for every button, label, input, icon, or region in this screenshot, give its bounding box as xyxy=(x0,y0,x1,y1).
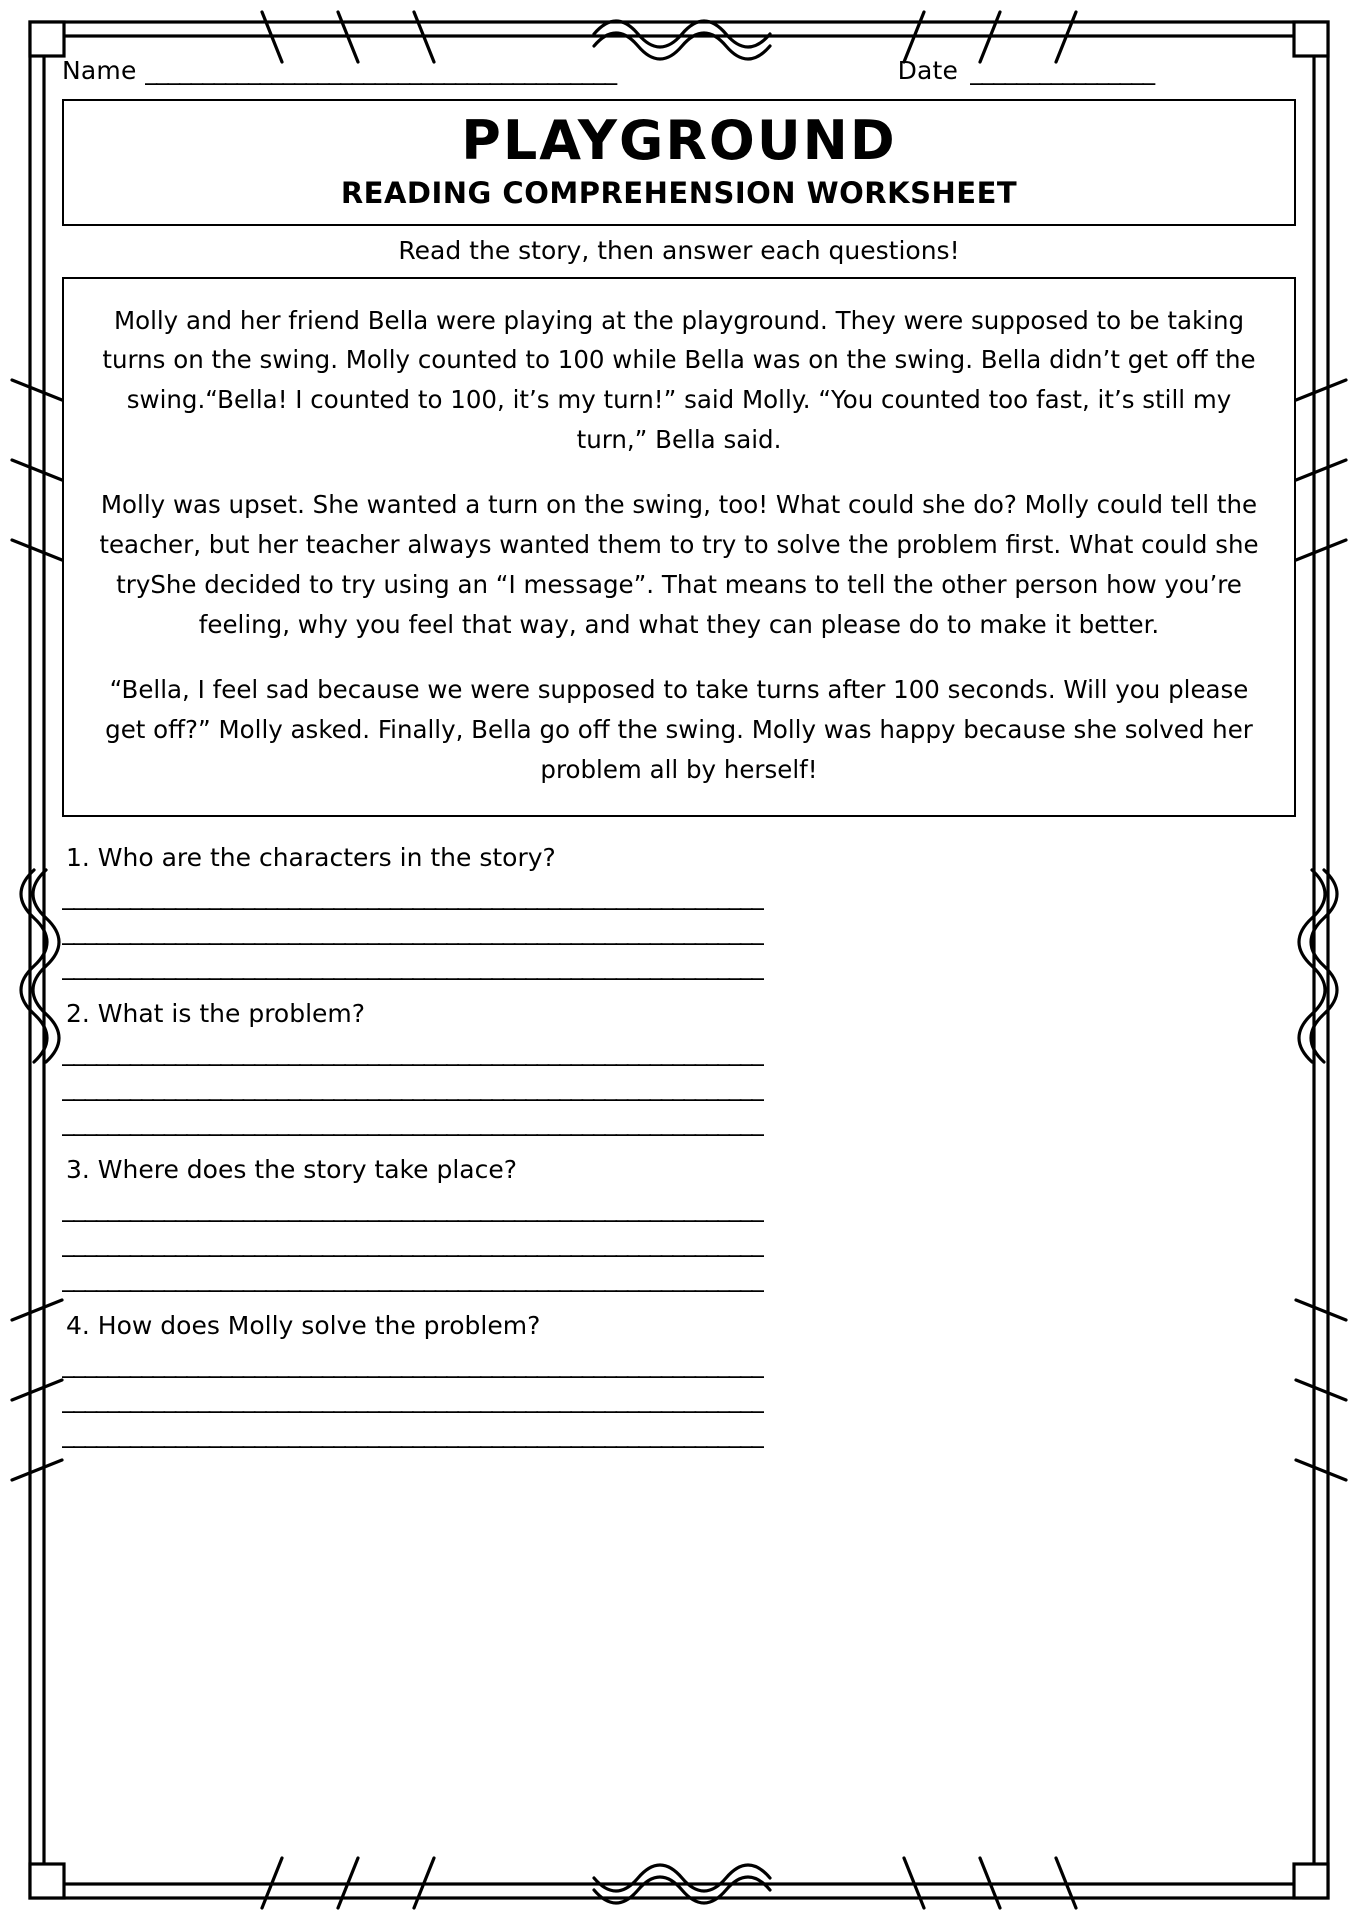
answer-line[interactable]: ______________________________________________________________ xyxy=(62,1228,763,1258)
answer-area[interactable] xyxy=(62,1346,1296,1451)
story-passage-box xyxy=(62,277,1296,818)
name-input-rule[interactable]: _________________________________________ xyxy=(144,56,617,85)
answer-line[interactable]: ______________________________________________________________ xyxy=(62,916,763,946)
story-paragraph: Molly and her friend Bella were playing at the playground. They were supposed to be taking turns on the swing. Molly counted to 100 while Bella was on the swing. Bella didn’t get off the swing.“Bella! I counted to 100, it’s my turn!” said Molly. “You counted too fast, it’s still my turn,” Bella said. xyxy=(102,305,1256,454)
answer-area[interactable] xyxy=(62,1034,1296,1139)
question-item xyxy=(62,1311,1296,1451)
page-subtitle: READING COMPREHENSION WORKSHEET xyxy=(340,175,1018,210)
questions-section xyxy=(62,843,1296,1451)
page-title: PLAYGROUND xyxy=(461,109,897,172)
question-text: 2. What is the problem? xyxy=(66,999,366,1029)
title-box xyxy=(62,99,1296,226)
date-input-rule[interactable]: ________________ xyxy=(970,56,1155,85)
answer-area[interactable] xyxy=(62,878,1296,983)
question-item xyxy=(62,999,1296,1139)
answer-line[interactable]: ______________________________________________________________ xyxy=(62,1072,763,1102)
answer-area[interactable] xyxy=(62,1190,1296,1295)
name-date-row xyxy=(62,56,1296,85)
question-text: 1. Who are the characters in the story? xyxy=(66,843,556,873)
question-item xyxy=(62,843,1296,983)
question-item xyxy=(62,1155,1296,1295)
story-paragraph: Molly was upset. She wanted a turn on the swing, too! What could she do? Molly could tell the teacher, but her teacher always wanted them to try to solve the problem first. What could she tryShe decided to try using an “I message”. That means to tell the other person how you’re feeling, why you feel that way, and what they can please do to make it better. xyxy=(99,490,1259,639)
name-label: Name xyxy=(62,56,137,85)
worksheet-content xyxy=(62,56,1296,1467)
instruction-text: Read the story, then answer each questions! xyxy=(398,235,960,265)
question-text: 3. Where does the story take place? xyxy=(66,1155,518,1185)
date-label: Date xyxy=(897,56,959,85)
answer-line[interactable]: ______________________________________________________________ xyxy=(62,1419,763,1449)
question-text: 4. How does Molly solve the problem? xyxy=(66,1311,541,1341)
story-paragraph: “Bella, I feel sad because we were supposed to take turns after 100 seconds. Will you please get off?” Molly asked. Finally, Bella go off the swing. Molly was happy because she solved her problem all by herself! xyxy=(105,675,1253,784)
answer-line[interactable]: ______________________________________________________________ xyxy=(62,1037,763,1067)
answer-line[interactable]: ______________________________________________________________ xyxy=(62,881,763,911)
answer-line[interactable]: ______________________________________________________________ xyxy=(62,1107,763,1137)
answer-line[interactable]: ______________________________________________________________ xyxy=(62,1384,763,1414)
answer-line[interactable]: ______________________________________________________________ xyxy=(62,1263,763,1293)
answer-line[interactable]: ______________________________________________________________ xyxy=(62,1349,763,1379)
answer-line[interactable]: ______________________________________________________________ xyxy=(62,1193,763,1223)
answer-line[interactable]: ______________________________________________________________ xyxy=(62,951,763,981)
